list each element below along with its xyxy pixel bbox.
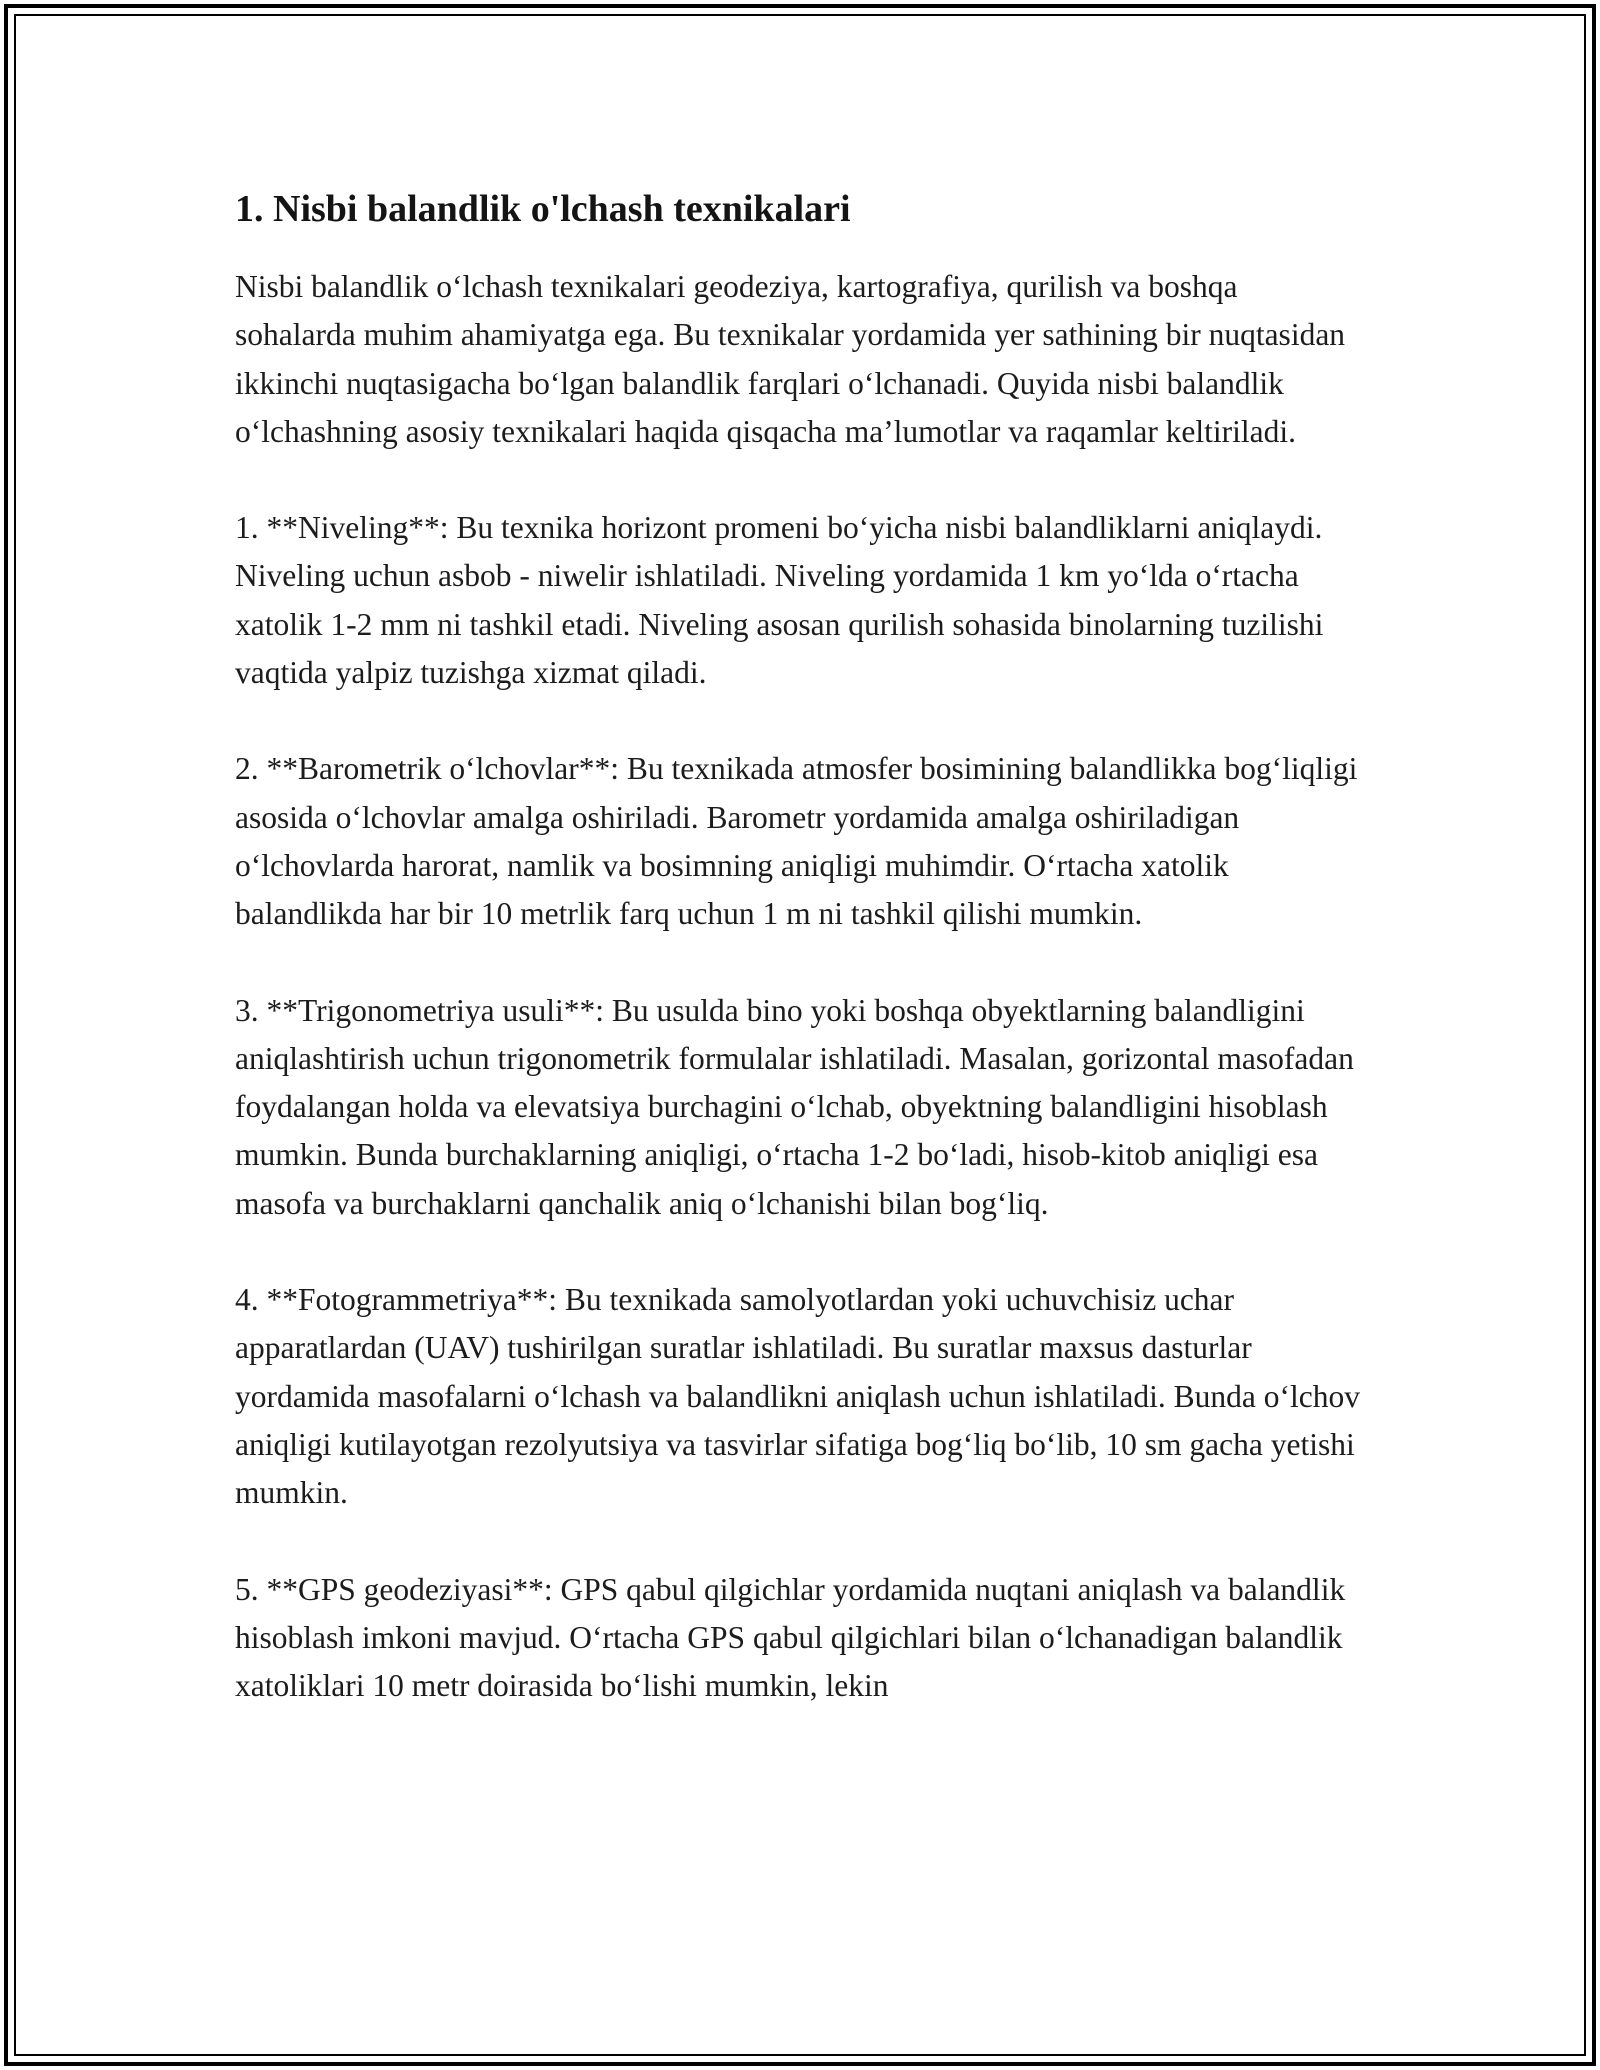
document-body <box>235 185 1365 1758</box>
paragraph-trigonometriya: 3. **Trigonometriya usuli**: Bu usulda bino yoki boshqa obyektlarning balandligini aniqlashtirish uchun trigonometrik formulalar ishlatiladi. Masalan, gorizontal masofadan foydalangan holda va elevatsiya burchagini oʻlchab, obyektning balandligini hisoblash mumkin. Bunda burchaklarning aniqligi, oʻrtacha 1-2 boʻladi, hisob-kitob aniqligi esa masofa va burchaklarni qanchalik aniq oʻlchanishi bilan bogʻliq. <box>235 992 1354 1221</box>
paragraph-barometrik: 2. **Barometrik oʻlchovlar**: Bu texnikada atmosfer bosimining balandlikka bogʻliqligi asosida oʻlchovlar amalga oshiriladi. Barometr yordamida amalga oshiriladigan oʻlchovlarda harorat, namlik va bosimning aniqligi muhimdir. Oʻrtacha xatolik balandlikda har bir 10 metrlik farq uchun 1 m ni tashkil qilishi mumkin. <box>235 751 1358 932</box>
intro-paragraph: Nisbi balandlik oʻlchash texnikalari geodeziya, kartografiya, qurilish va boshqa sohalarda muhim ahamiyatga ega. Bu texnikalar yordamida yer sathining bir nuqtasidan ikkinchi nuqtasigacha boʻlgan balandlik farqlari oʻlchanadi. Quyida nisbi balandlik oʻlchashning asosiy texnikalari haqida qisqacha maʼlumotlar va raqamlar keltiriladi. <box>235 269 1346 449</box>
paragraph-niveling: 1. **Niveling**: Bu texnika horizont promeni boʻyicha nisbi balandliklarni aniqlaydi. Niveling uchun asbob - niwelir ishlatiladi. Niveling yordamida 1 km yoʻlda oʻrtacha xatolik 1-2 mm ni tashkil etadi. Niveling asosan qurilish sohasida binolarning tuzilishi vaqtida yalpiz tuzishga xizmat qiladi. <box>235 510 1324 691</box>
document-title: 1. Nisbi balandlik o'lchash texnikalari <box>235 188 851 230</box>
paragraph-gps: 5. **GPS geodeziyasi**: GPS qabul qilgichlar yordamida nuqtani aniqlash va balandlik hisoblash imkoni mavjud. Oʻrtacha GPS qabul qilgichlari bilan oʻlchanadigan balandlik xatoliklari 10 metr doirasida boʻlishi mumkin, lekin <box>235 1571 1346 1704</box>
paragraph-fotogrammetriya: 4. **Fotogrammetriya**: Bu texnikada samolyotlardan yoki uchuvchisiz uchar apparatlardan (UAV) tushirilgan suratlar ishlatiladi. Bu suratlar maxsus dasturlar yordamida masofalarni oʻlchash va balandlikni aniqlash uchun ishlatiladi. Bunda oʻlchov aniqligi kutilayotgan rezolyutsiya va tasvirlar sifatiga bogʻliq boʻlib, 10 sm gacha yetishi mumkin. <box>235 1282 1360 1511</box>
